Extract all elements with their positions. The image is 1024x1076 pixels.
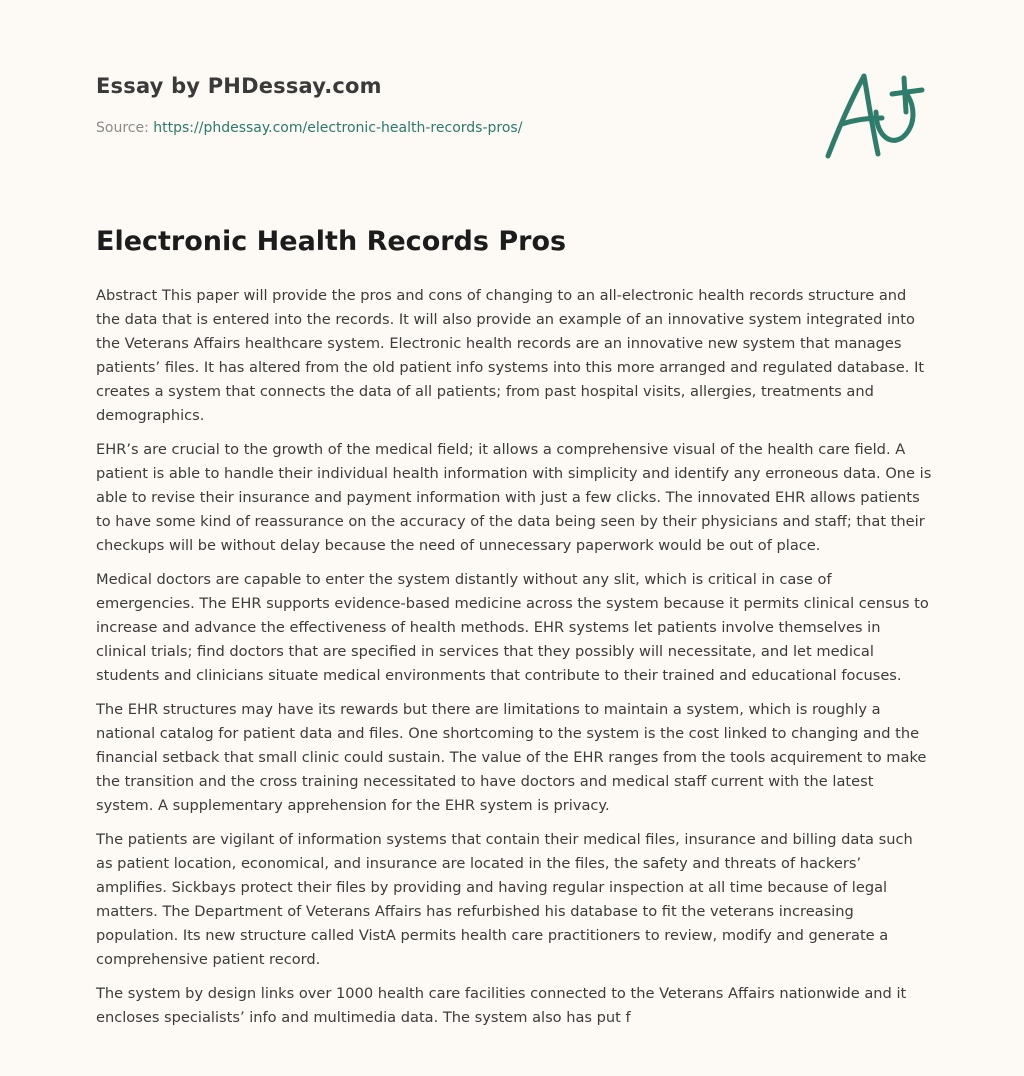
essay-paragraph: EHR’s are crucial to the growth of the medical field; it allows a comprehensive visual of the health care field. A patient is able to handle their individual health information with simplicity and identify any erroneous data. One is able to revise their insurance and payment information with just a few clicks. The innovated EHR allows patients to have some kind of reassurance on the accuracy of the data being seen by their physicians and staff; that their checkups will be without delay because the need of unnecessary paperwork would be out of place. [96,441,932,554]
essay-body [96,284,932,1040]
essay-paragraph: Medical doctors are capable to enter the system distantly without any slit, which is critical in case of emergencies. The EHR supports evidence-based medicine across the system because it permits clinical census to increase and advance the effectiveness of health methods. EHR systems let patients involve themselves in clinical trials; find doctors that are specified in services that they possibly will necessitate, and let medical students and clinicians situate medical environments that contribute to their trained and educational focuses. [96,571,929,684]
source-label: Source: [96,120,154,136]
source-link[interactable]: https://phdessay.com/electronic-health-records-pros/ [153,120,523,136]
site-brand: Essay by PHDessay.com [96,74,382,98]
essay-title: Electronic Health Records Pros [96,226,567,257]
essay-paragraph: The system by design links over 1000 health care facilities connected to the Veterans Affairs nationwide and it encloses specialists’ info and multimedia data. The system also has put f [96,985,907,1026]
page-header [96,74,928,174]
essay-paragraph: Abstract This paper will provide the pros and cons of changing to an all-electronic health records structure and the data that is entered into the records. It will also provide an example of an innovative system integrated into the Veterans Affairs healthcare system. Electronic health records are an innovative new system that manages patients’ files. It has altered from the old patient info systems into this more arranged and regulated database. It creates a system that connects the data of all patients; from past hospital visits, allergies, treatments and demographics. [96,287,925,424]
source-line [96,120,928,136]
a-plus-grade-icon [824,68,928,164]
essay-paragraph: The EHR structures may have its rewards but there are limitations to maintain a system, which is roughly a national catalog for patient data and files. One shortcoming to the system is the cost linked to changing and the financial setback that small clinic could sustain. The value of the EHR ranges from the tools acquirement to make the transition and the cross training necessitated to have doctors and medical staff current with the latest system. A supplementary apprehension for the EHR system is privacy. [96,701,927,814]
essay-paragraph: The patients are vigilant of information systems that contain their medical files, insurance and billing data such as patient location, economical, and insurance are located in the files, the safety and threats of hackers’ amplifies. Sickbays protect their files by providing and having regular inspection at all time because of legal matters. The Department of Veterans Affairs has refurbished his database to fit the veterans increasing population. Its new structure called VistA permits health care practitioners to review, modify and generate a comprehensive patient record. [96,831,913,968]
